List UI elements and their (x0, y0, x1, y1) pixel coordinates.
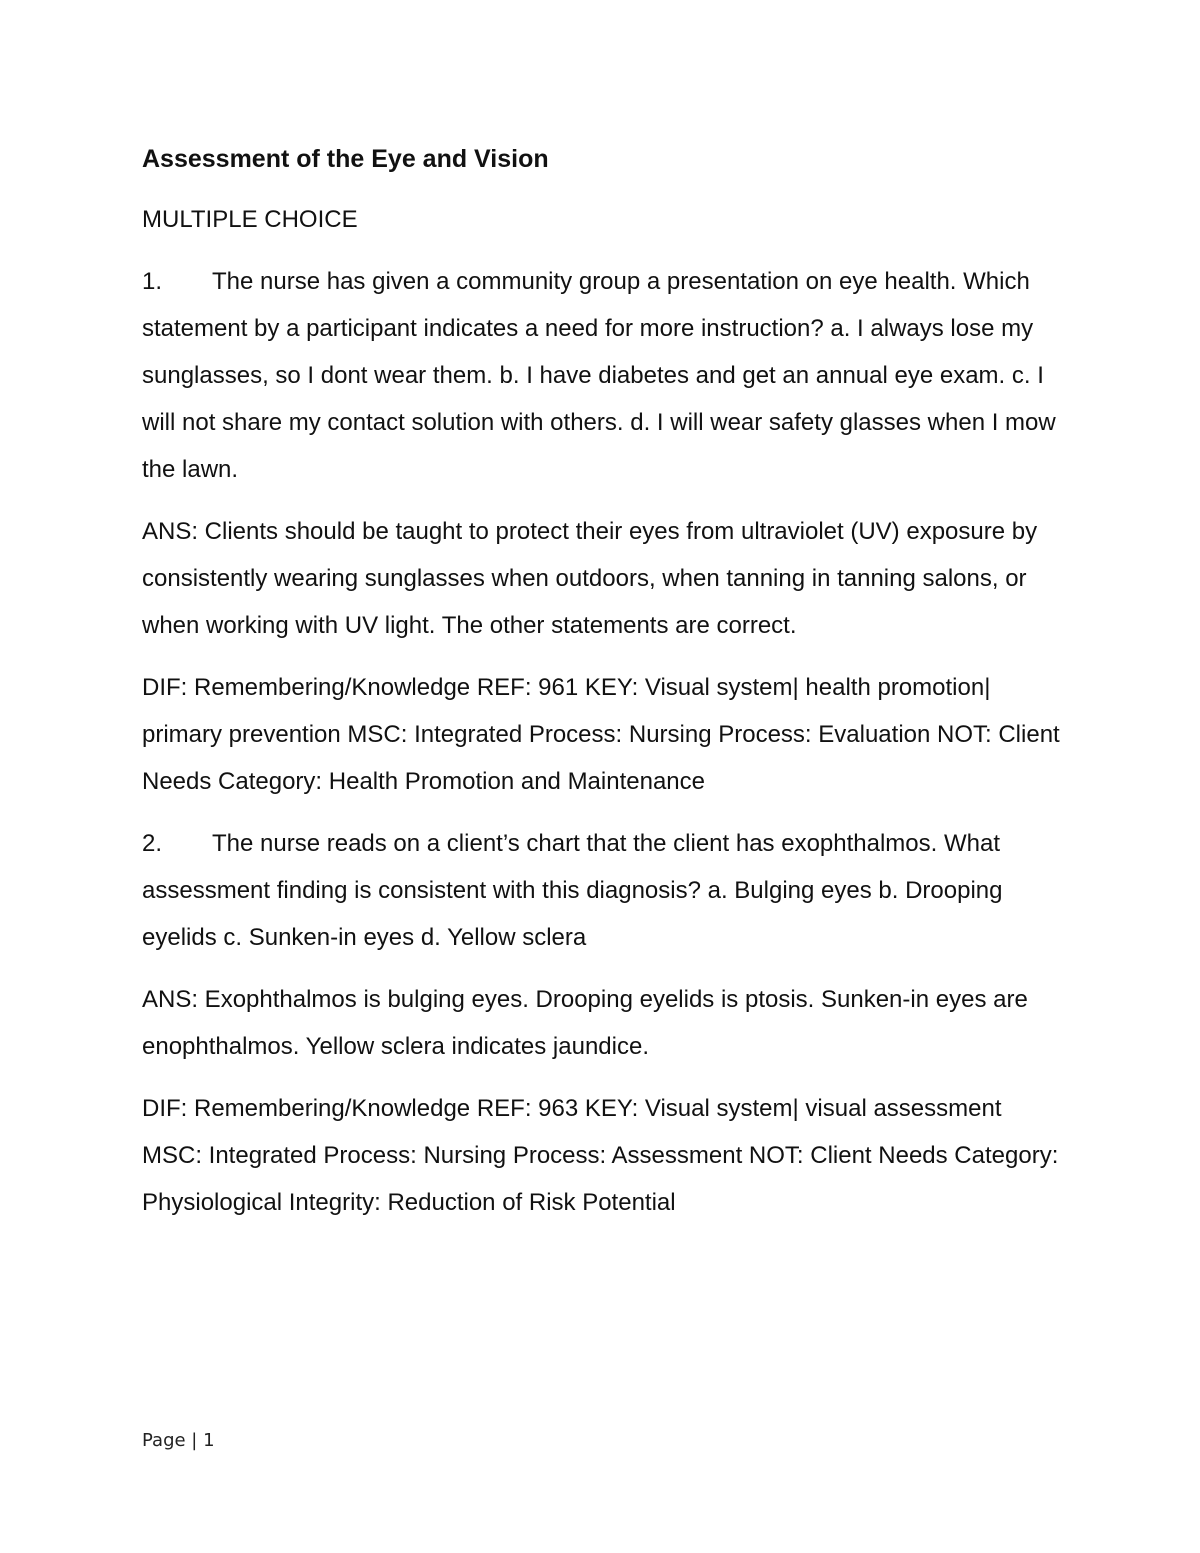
meta-1: DIF: Remembering/Knowledge REF: 961 KEY: Visual system| health promotion| primary prevention MSC: Integrated Process: Nursing Process: Evaluation NOT: Client Needs Category: Health Promotion and Maintenance (142, 674, 1060, 795)
question-1 (142, 258, 1062, 493)
section-heading: MULTIPLE CHOICE (142, 206, 358, 233)
answer-1: ANS: Clients should be taught to protect their eyes from ultraviolet (UV) exposure by consistently wearing sunglasses when outdoors, when tanning in tanning salons, or when working with UV light. The other statements are correct. (142, 518, 1038, 639)
question-2-number: 2. (142, 830, 163, 857)
page-footer: Page | 1 (142, 1430, 215, 1451)
document-page (142, 136, 1062, 1241)
document-title: Assessment of the Eye and Vision (142, 145, 549, 173)
answer-2: ANS: Exophthalmos is bulging eyes. Drooping eyelids is ptosis. Sunken-in eyes are enophthalmos. Yellow sclera indicates jaundice. (142, 986, 1028, 1060)
question-1-text: The nurse has given a community group a presentation on eye health. Which statement by a participant indicates a need for more instruction? a. I always lose my sunglasses, so I dont wear them. b. I have diabetes and get an annual eye exam. c. I will not share my contact solution with others. d. I will wear safety glasses when I mow the lawn. (142, 268, 1056, 483)
question-1-number: 1. (142, 268, 163, 295)
question-2 (142, 820, 1062, 961)
question-2-text: The nurse reads on a client’s chart that the client has exophthalmos. What assessment finding is consistent with this diagnosis? a. Bulging eyes b. Drooping eyelids c. Sunken-in eyes d. Yellow sclera (142, 830, 1003, 951)
meta-2: DIF: Remembering/Knowledge REF: 963 KEY: Visual system| visual assessment MSC: Integrated Process: Nursing Process: Assessment NOT: Client Needs Category: Physiological Integrity: Reduction of Risk Potential (142, 1095, 1059, 1216)
